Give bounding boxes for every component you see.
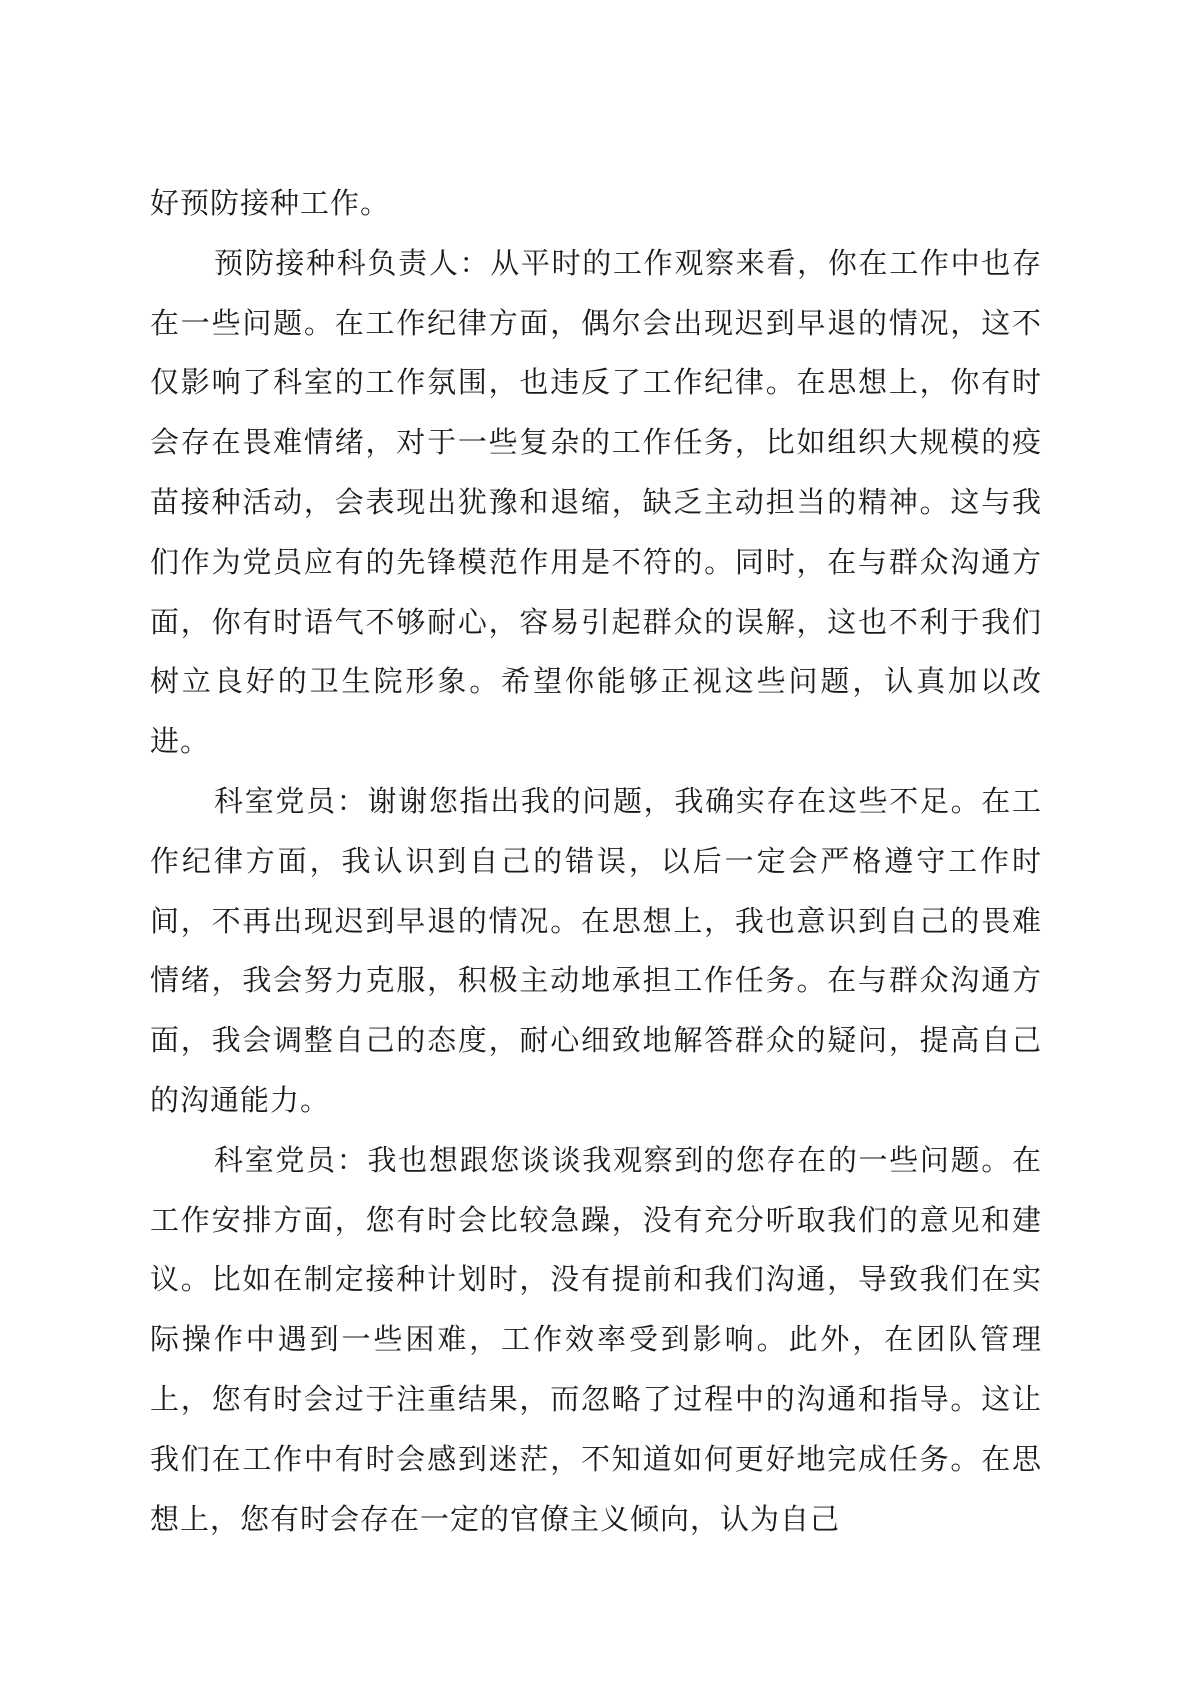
paragraph-continuation: 好预防接种工作。: [150, 186, 391, 220]
paragraph-member-feedback: 科室党员：我也想跟您谈谈我观察到的您存在的一些问题。在工作安排方面，您有时会比较急躁，没有充分听取我们的意见和建议。比如在制定接种计划时，没有提前和我们沟通，导致我们在实际操作中遇到一些困难，工作效率受到影响。此外，在团队管理上，您有时会过于注重结果，而忽略了过程中的沟通和指导。这让我们在工作中有时会感到迷茫，不知道如何更好地完成任务。在思想上，您有时会存在一定的官僚主义倾向，认为自己: [150, 1142, 1042, 1536]
document-body: [150, 174, 1042, 1549]
paragraph-member-response: 科室党员：谢谢您指出我的问题，我确实存在这些不足。在工作纪律方面，我认识到自己的错误，以后一定会严格遵守工作时间，不再出现迟到早退的情况。在思想上，我也意识到自己的畏难情绪，我会努力克服，积极主动地承担工作任务。在与群众沟通方面，我会调整自己的态度，耐心细致地解答群众的疑问，提高自己的沟通能力。: [150, 783, 1042, 1117]
paragraph-supervisor-feedback: 预防接种科负责人：从平时的工作观察来看，你在工作中也存在一些问题。在工作纪律方面，偶尔会出现迟到早退的情况，这不仅影响了科室的工作氛围，也违反了工作纪律。在思想上，你有时会存在畏难情绪，对于一些复杂的工作任务，比如组织大规模的疫苗接种活动，会表现出犹豫和退缩，缺乏主动担当的精神。这与我们作为党员应有的先锋模范作用是不符的。同时，在与群众沟通方面，你有时语气不够耐心，容易引起群众的误解，这也不利于我们树立良好的卫生院形象。希望你能够正视这些问题，认真加以改进。: [150, 245, 1042, 759]
